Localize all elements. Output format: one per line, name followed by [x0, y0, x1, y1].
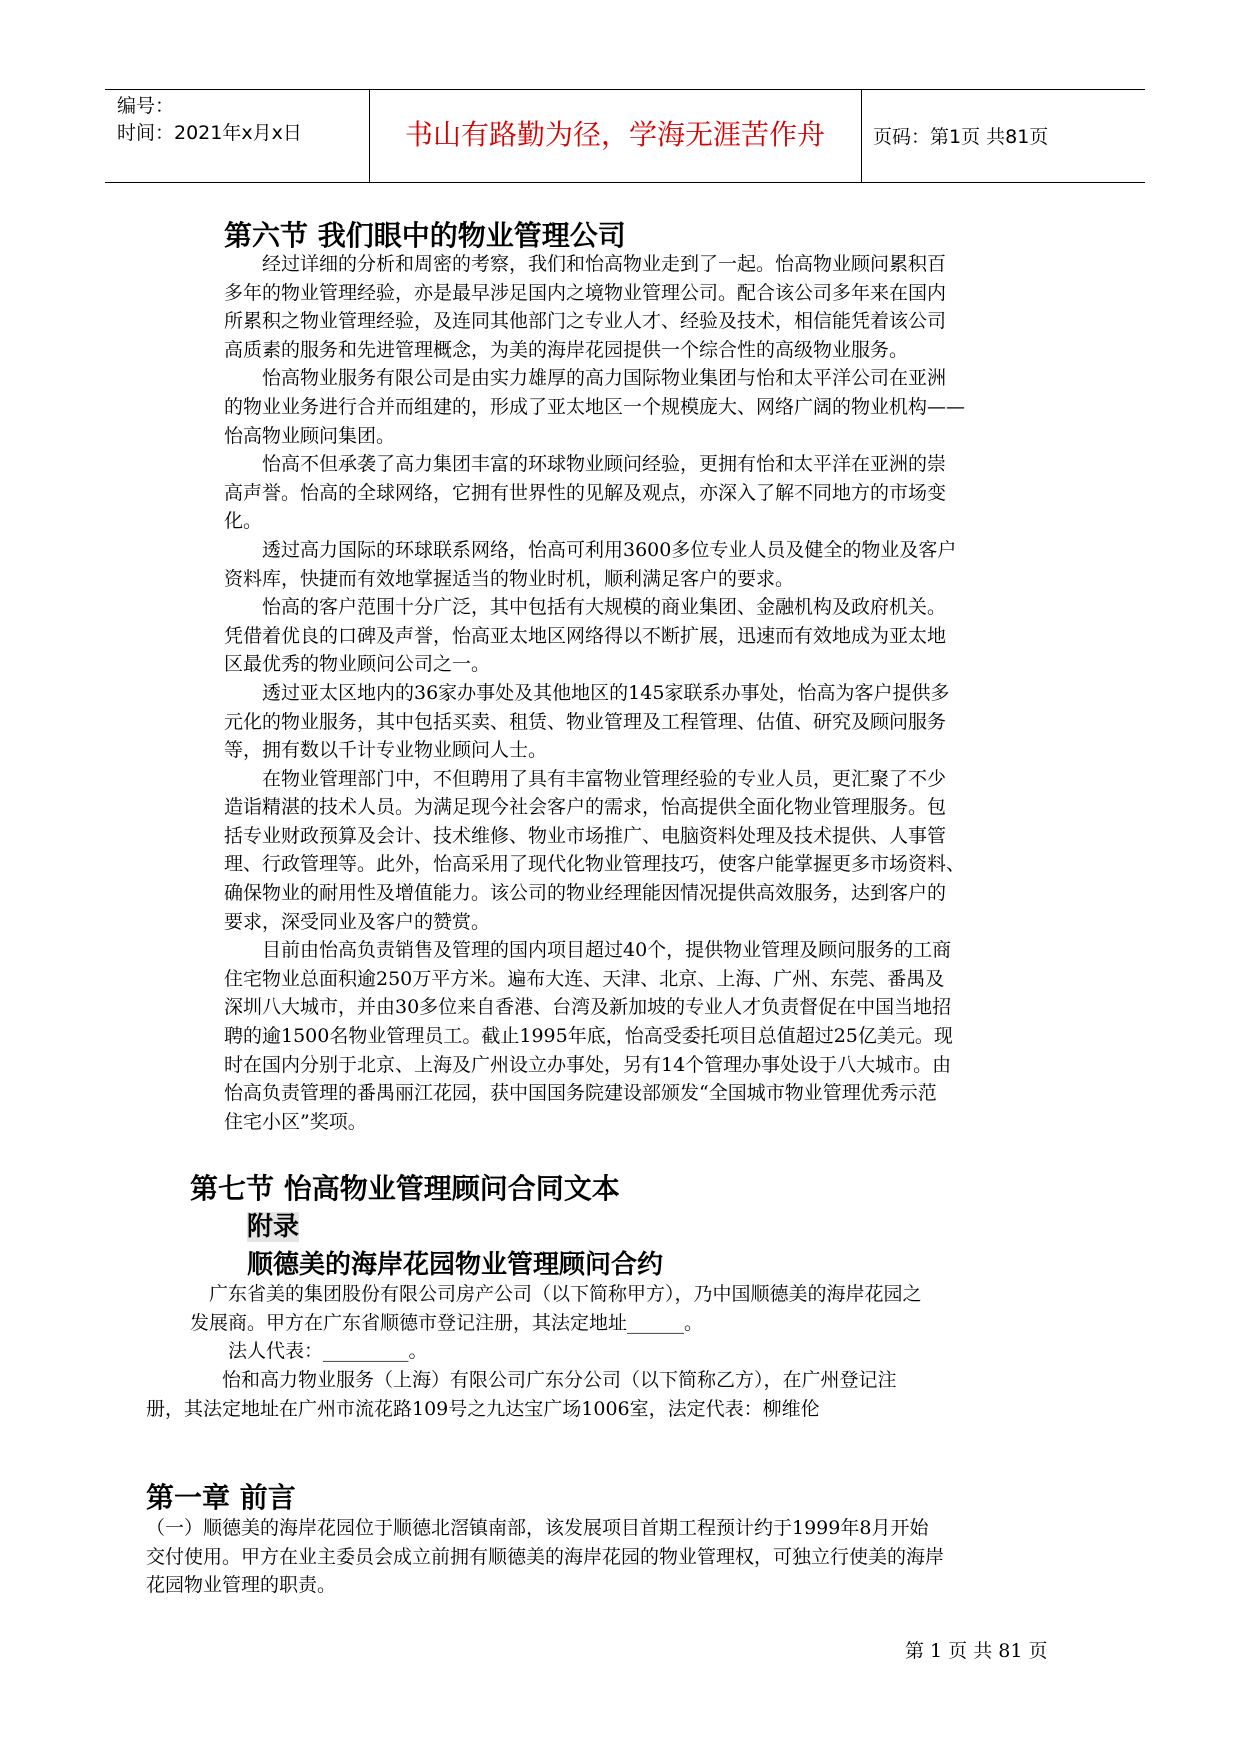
body-line: 透过高力国际的环球联系网络，怡高可利用3600多位专业人员及健全的物业及客户	[224, 538, 957, 561]
header-bottom-rule	[105, 182, 1145, 183]
footer-page-number: 第 1 页 共 81 页	[905, 1640, 1048, 1662]
header-top-rule	[105, 89, 1145, 90]
header-page-number: 页码：第1页 共81页	[873, 126, 1049, 148]
body-line: 交付使用。甲方在业主委员会成立前拥有顺德美的海岸花园的物业管理权，可独立行使美的海岸	[146, 1545, 945, 1568]
body-line: 住宅小区”奖项。	[224, 1110, 367, 1133]
body-line: 聘的逾1500名物业管理员工。截止1995年底，怡高受委托项目总值超过25亿美元。现	[224, 1025, 953, 1048]
body-line: 化。	[224, 510, 263, 533]
body-line: 透过亚太区地内的36家办事处及其他地区的145家联系办事处，怡高为客户提供多	[224, 681, 950, 704]
body-line: 凭借着优良的口碑及声誉，怡高亚太地区网络得以不断扩展，迅速而有效地成为亚太地	[224, 624, 947, 647]
header-motto: 书山有路勤为径，学海无涯苦作舟	[404, 118, 825, 151]
body-line: 怡高的客户范围十分广泛，其中包括有大规模的商业集团、金融机构及政府机关。	[224, 596, 947, 619]
body-line: 括专业财政预算及会计、技术维修、物业市场推广、电脑资料处理及技术提供、人事管	[224, 824, 947, 847]
body-line: 深圳八大城市，并由30多位来自香港、台湾及新加坡的专业人才负责督促在中国当地招	[224, 996, 952, 1019]
body-line: 经过详细的分析和周密的考察，我们和怡高物业走到了一起。怡高物业顾问累积百	[224, 253, 947, 275]
section6-body	[224, 250, 965, 1136]
body-line: 多年的物业管理经验，亦是最早涉足国内之境物业管理公司。配合该公司多年来在国内	[224, 281, 947, 304]
section7-title: 第七节 怡高物业管理顾问合同文本	[190, 1172, 620, 1205]
body-line: 时在国内分别于北京、上海及广州设立办事处，另有14个管理办事处设于八大城市。由	[224, 1053, 952, 1076]
doc-time: 时间：2021年x月x日	[117, 122, 302, 144]
body-line: 目前由怡高负责销售及管理的国内项目超过40个，提供物业管理及顾问服务的工商	[224, 939, 952, 962]
appendix-label: 附录	[247, 1212, 300, 1242]
contract-title: 顺德美的海岸花园物业管理顾问合约	[247, 1250, 664, 1280]
contract-intro	[190, 1280, 922, 1366]
body-line: 区最优秀的物业顾问公司之一。	[224, 653, 491, 676]
body-line: 所累积之物业管理经验，及连同其他部门之专业人才、经验及技术，相信能凭着该公司	[224, 310, 947, 333]
body-line: 高质素的服务和先进管理概念，为美的海岸花园提供一个综合性的高级物业服务。	[224, 338, 909, 361]
body-line: 在物业管理部门中，不但聘用了具有丰富物业管理经验的专业人员，更汇聚了不少	[224, 767, 947, 790]
page-header	[105, 89, 1145, 184]
body-line: （一）顺德美的海岸花园位于顺德北滘镇南部，该发展项目首期工程预计约于1999年8月开始	[146, 1517, 929, 1539]
body-line: 怡高不但承袭了高力集团丰富的环球物业顾问经验，更拥有怡和太平洋在亚洲的崇	[224, 453, 947, 476]
body-line: 理、行政管理等。此外，怡高采用了现代化物业管理技巧，使客户能掌握更多市场资料、	[224, 853, 966, 876]
body-line: 的物业业务进行合并而组建的，形成了亚太地区一个规模庞大、网络广阔的物业机构——	[224, 395, 966, 418]
body-line: 造诣精湛的技术人员。为满足现今社会客户的需求，怡高提供全面化物业管理服务。包	[224, 796, 947, 819]
body-line: 要求，深受同业及客户的赞赏。	[224, 910, 491, 933]
body-line: 册，其法定地址在广州市流花路109号之九达宝广场1006室，法定代表：柳维伦	[146, 1397, 820, 1420]
body-line: 花园物业管理的职责。	[146, 1574, 337, 1597]
body-line: 怡和高力物业服务（上海）有限公司广东分公司（以下简称乙方），在广州登记注	[146, 1369, 897, 1391]
header-meta	[117, 93, 302, 147]
body-line: 元化的物业服务，其中包括买卖、租赁、物业管理及工程管理、估值、研究及顾问服务	[224, 710, 947, 733]
section6-title: 第六节 我们眼中的物业管理公司	[224, 219, 626, 252]
body-line: 住宅物业总面积逾250万平方米。遍布大连、天津、北京、上海、广州、东莞、番禺及	[224, 967, 945, 990]
body-line: 资料库，快捷而有效地掌握适当的物业时机，顺利满足客户的要求。	[224, 567, 795, 590]
body-line: 怡高负责管理的番禺丽江花园，获中国国务院建设部颁发“全国城市物业管理优秀示范	[224, 1082, 937, 1105]
body-line: 高声誉。怡高的全球网络，它拥有世界性的见解及观点，亦深入了解不同地方的市场变	[224, 481, 947, 504]
body-line: 广东省美的集团股份有限公司房产公司（以下简称甲方），乃中国顺德美的海岸花园之	[190, 1283, 922, 1305]
chapter1-body	[146, 1514, 944, 1600]
chapter1-title: 第一章 前言	[146, 1481, 296, 1514]
body-line: 等，拥有数以千计专业物业顾问人士。	[224, 739, 548, 762]
header-divider	[861, 89, 862, 183]
body-line: 法人代表：_________。	[190, 1340, 428, 1363]
body-line: 怡高物业顾问集团。	[224, 424, 396, 447]
body-line: 发展商。甲方在广东省顺德市登记注册，其法定地址______。	[190, 1311, 704, 1334]
contract-party-b	[146, 1366, 897, 1423]
body-line: 怡高物业服务有限公司是由实力雄厚的高力国际物业集团与怡和太平洋公司在亚洲	[224, 367, 947, 390]
doc-number: 编号：	[117, 95, 175, 117]
body-line: 确保物业的耐用性及增值能力。该公司的物业经理能因情况提供高效服务，达到客户的	[224, 882, 947, 905]
